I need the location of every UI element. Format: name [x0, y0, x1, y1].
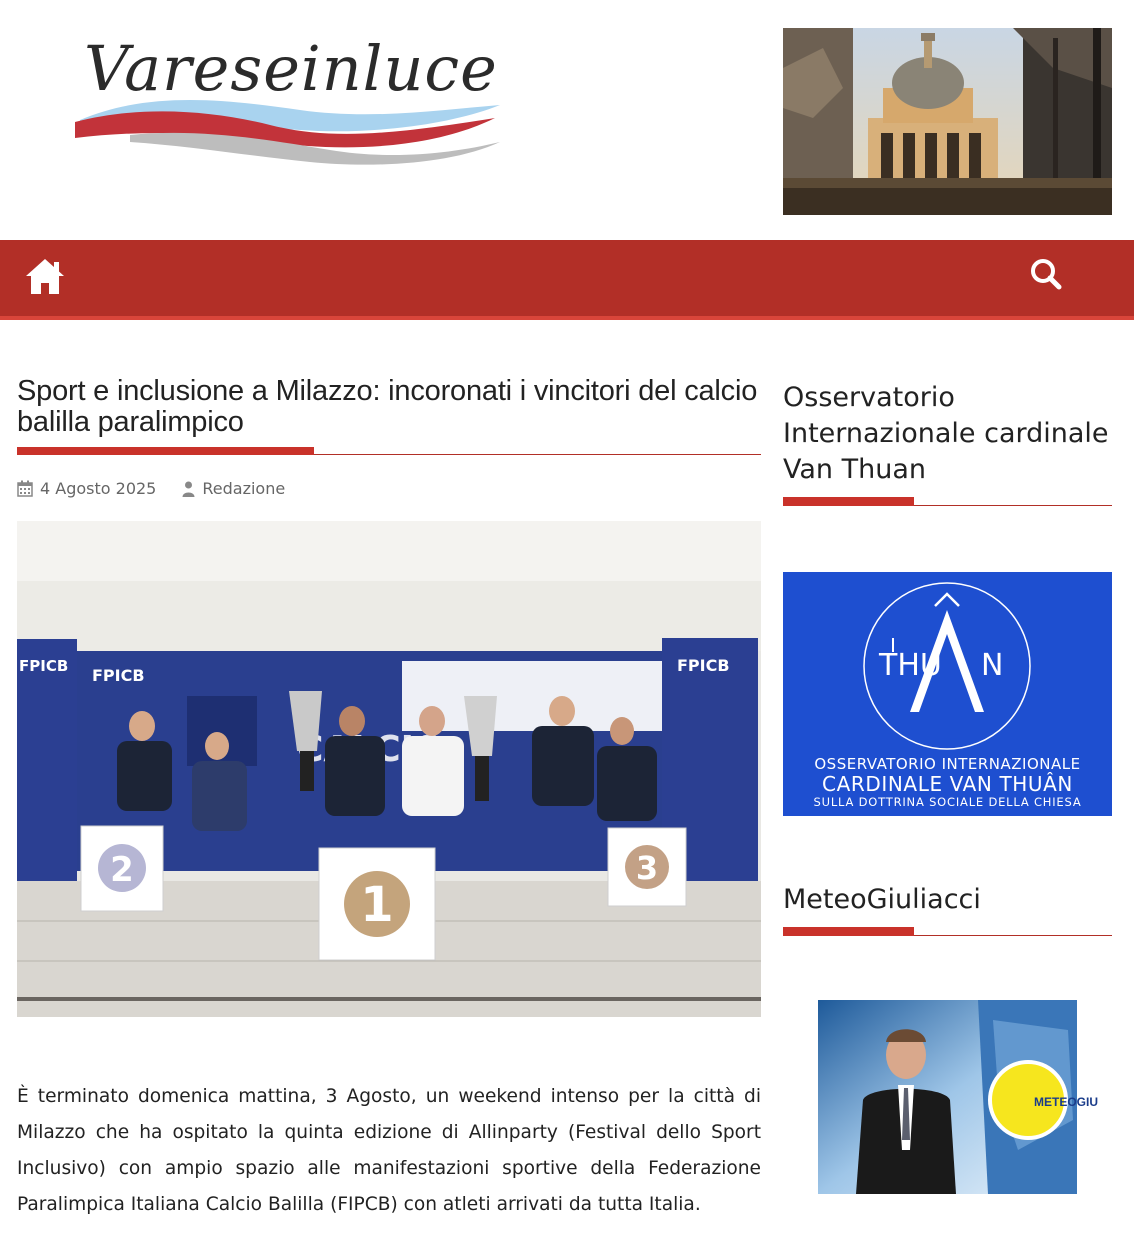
sidebar	[783, 380, 1112, 506]
svg-text:FPICB: FPICB	[92, 666, 145, 685]
podium-third: 3	[635, 849, 659, 887]
article-date-link[interactable]: 4 Agosto 2025	[40, 479, 157, 498]
podium-second: 2	[110, 850, 134, 890]
widget-divider	[783, 496, 1112, 506]
site-header	[0, 0, 1134, 240]
vanthuan-line1: OSSERVATORIO INTERNAZIONALE	[814, 755, 1081, 773]
main-nav-bar	[0, 240, 1134, 320]
meteo-video-thumbnail[interactable]	[818, 1000, 1099, 1194]
article-featured-image	[17, 521, 761, 1017]
article-title[interactable]: Sport e inclusione a Milazzo: incoronati i vincitori del calcio balilla paralimpico	[17, 375, 758, 438]
header-church-image	[783, 28, 1112, 215]
calendar-icon	[17, 480, 33, 497]
article-body-text: È terminato domenica mattina, 3 Agosto, un weekend intenso per la città di Milazzo che ha ospitato la quinta edizione di Allinparty (Festival dello Sport Inclusivo) con ampio spazio alle manifestazioni sportive della Federazione Paralimpica Italiana Calcio Balilla (FIPCB) con atleti arrivati da tutta Italia.	[17, 1086, 761, 1215]
podium-first: 1	[360, 877, 394, 933]
banner-left-text: FPICB	[19, 657, 69, 675]
widget-divider	[783, 926, 1112, 936]
article-author-link[interactable]: Redazione	[202, 479, 286, 498]
search-icon	[1026, 254, 1066, 294]
svg-text:THU: THU	[879, 648, 942, 683]
user-icon	[182, 481, 195, 497]
logo-wave-graphic	[70, 80, 510, 170]
vanthuan-line3: SULLA DOTTRINA SOCIALE DELLA CHIESA	[813, 795, 1082, 809]
article	[17, 375, 761, 1215]
home-button[interactable]	[22, 254, 68, 300]
meteo-overlay-label: METEOGIU	[1034, 1095, 1099, 1109]
site-logo-text: Vareseinluce	[84, 32, 498, 105]
svg-text:N: N	[981, 648, 1004, 683]
widget-title-vanthuan: Osservatorio Internazionale cardinale Van Thuan	[783, 382, 1109, 485]
vanthuan-banner[interactable]	[783, 572, 1112, 816]
site-logo[interactable]	[70, 30, 510, 180]
home-icon	[22, 254, 68, 300]
article-meta	[17, 479, 761, 498]
search-button[interactable]	[1026, 254, 1066, 294]
banner-right-text: FPICB	[677, 656, 730, 675]
vanthuan-line2: CARDINALE VAN THUÂN	[822, 772, 1073, 796]
widget-title-meteo: MeteoGiuliacci	[783, 884, 981, 915]
title-divider	[17, 445, 761, 455]
meteo-widget-header	[783, 882, 1112, 936]
article-date	[17, 479, 156, 498]
article-author	[182, 479, 285, 498]
